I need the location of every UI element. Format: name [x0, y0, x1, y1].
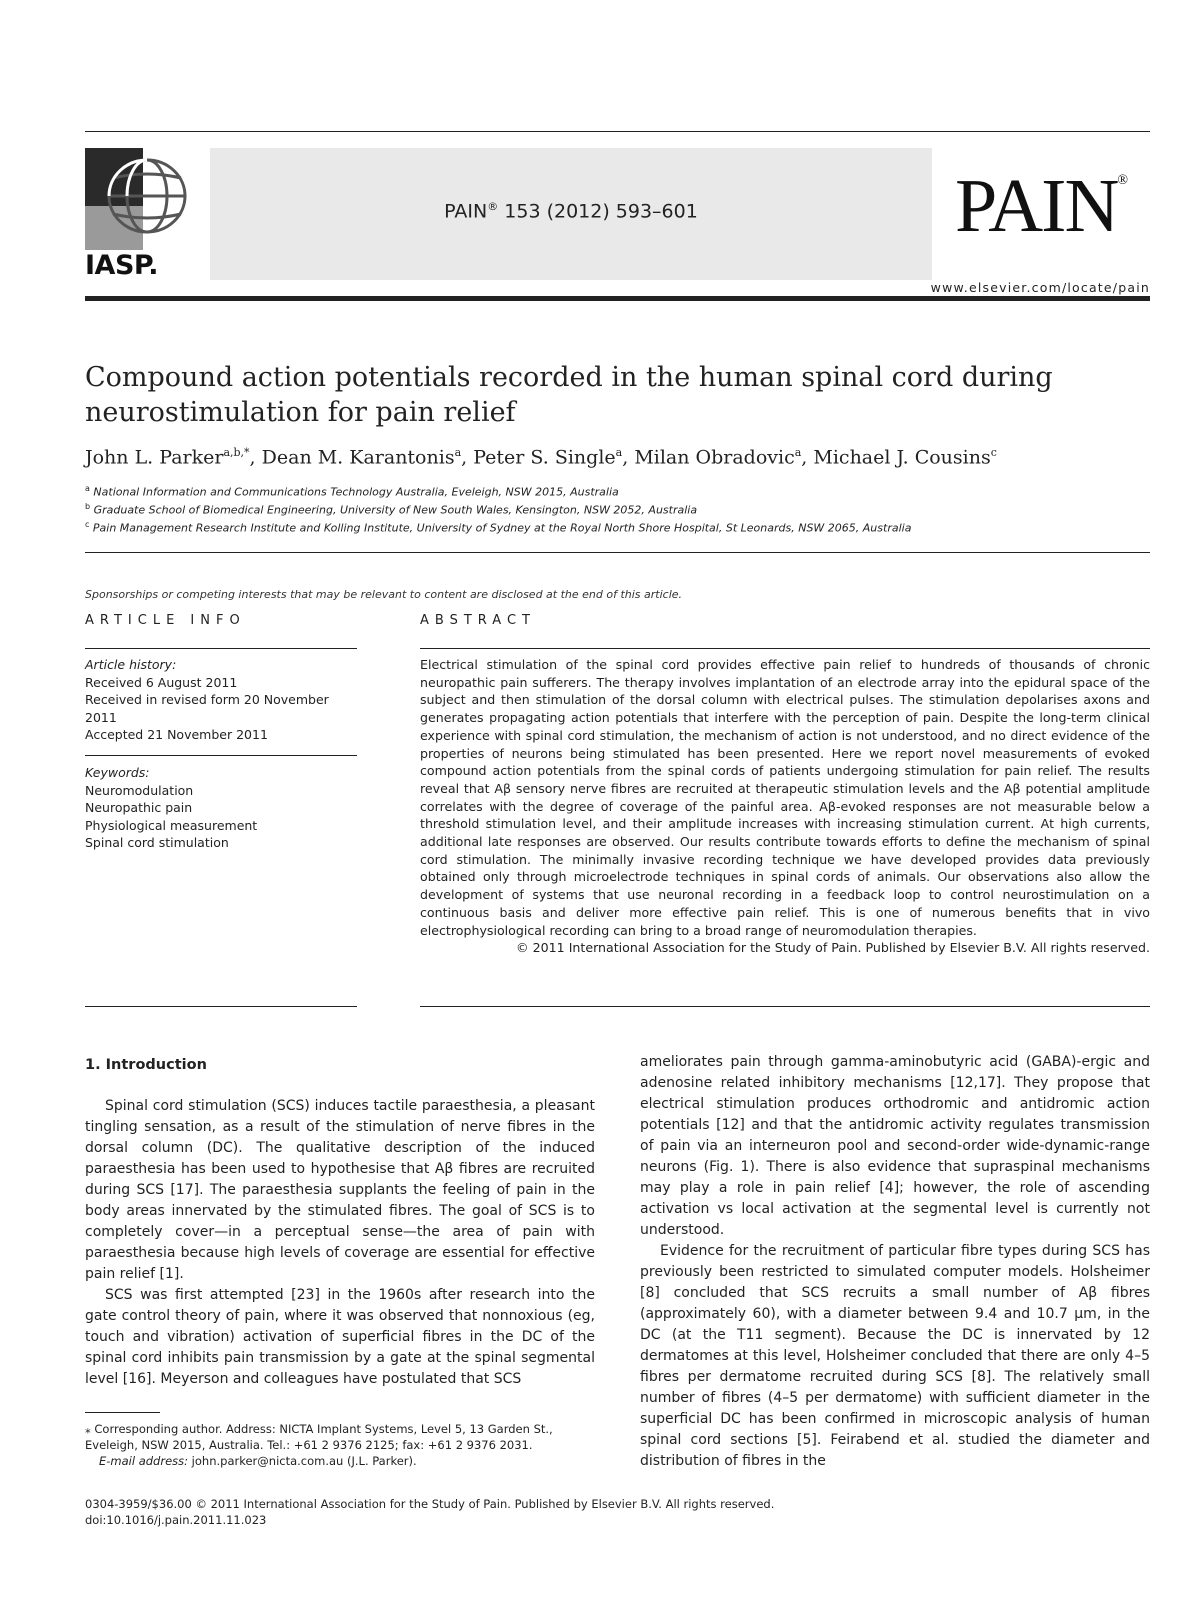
affiliation-c: [85, 520, 911, 535]
affil-text: National Information and Communications Technology Australia, Eveleigh, NSW 2015, Australia: [93, 485, 619, 499]
abstract-heading: ABSTRACT: [420, 613, 536, 628]
history-item: Received in revised form 20 November 2011: [85, 692, 329, 725]
citation-volume: 153 (2012) 593–601: [498, 200, 698, 223]
author-affil-sup: a: [615, 446, 623, 459]
affil-sup: c: [85, 520, 90, 529]
sponsorship-note: Sponsorships or competing interests that may be relevant to content are disclosed at the end of this article.: [85, 588, 683, 601]
info-rule-bottom: [85, 1006, 357, 1007]
email-label: E-mail address:: [99, 1454, 189, 1468]
email-address[interactable]: john.parker@nicta.com.au (J.L. Parker).: [188, 1454, 417, 1468]
keyword-item: Physiological measurement: [85, 817, 258, 833]
abstract-copyright: © 2011 International Association for the Study of Pain. Published by Elsevier B.V. All rights reserved.: [516, 940, 1150, 956]
affil-sup: a: [85, 484, 90, 493]
keywords-label: Keywords:: [85, 765, 150, 780]
body-paragraph: ameliorates pain through gamma-aminobutyric acid (GABA)-ergic and adenosine related inhibitory mechanisms [12,17]. They propose that electrical stimulation produces orthodromic and antidromic action potentials [12] and that the antidromic activity regulates transmission of pain via an interneuron pool and second-order wide-dynamic-range neurons (Fig. 1). There is also evidence that supraspinal mechanisms may play a role in pain relief [4]; however, the role of ascending activation vs local activation at the segmental level is currently not understood.: [640, 1054, 1150, 1238]
pain-journal-logo: [955, 164, 1129, 248]
affiliation-rule: [85, 552, 1150, 553]
article-info-heading: ARTICLE INFO: [85, 613, 246, 628]
journal-url[interactable]: www.elsevier.com/locate/pain: [930, 280, 1150, 295]
abstract-text: Electrical stimulation of the spinal cord provides effective pain relief to hundreds of thousands of chronic neuropathic pain sufferers. The therapy involves implantation of an electrode array into the epidural space of the subject and then stimulation of the dorsal column with electrical pulses. The stimulation depolarises axons and generates propagating action potentials that interfere with the perception of pain. Despite the long-term clinical experience with spinal cord stimulation, the mechanism of action is not understood, and no direct evidence of the properties of neurons being stimulated has been presented. Here we report novel measurements of evoked compound action potentials from the spinal cords of patients undergoing stimulation for pain relief. The results reveal that Aβ sensory nerve fibres are recruited at therapeutic stimulation levels and the Aβ potential amplitude correlates with the degree of coverage of the painful area. Aβ-evoked responses are not measurable below a threshold stimulation level, and their amplitude increases with increasing stimulation current. At high currents, additional late responses are observed. Our results contribute towards efforts to define the mechanism of spinal cord stimulation. The minimally invasive recording technique we have developed provides data previously obtained only through microelectrode techniques in spinal cords of animals. Our observations also allow the development of systems that use neuronal recording in a feedback loop to control neurostimulation on a continuous basis and deliver more effective pain relief. This is one of numerous benefits that in vivo electrophysiological recording can bring to a broad range of neuromodulation therapies.: [420, 657, 1150, 938]
bottom-publication-info: [85, 1496, 774, 1528]
body-right-column: [640, 1052, 1150, 1472]
body-paragraph: SCS was first attempted [23] in the 1960s after research into the gate control theory of pain, where it was observed that nonnoxious (eg, touch and vibration) activation of superficial fibres in the DC of the spinal cord inhibits pain transmission by a gate at the spinal segmental level [16]. Meyerson and colleagues have postulated that SCS: [85, 1287, 595, 1387]
abstract-rule-top: [420, 648, 1150, 649]
author-name: John L. Parker: [85, 446, 224, 469]
header-thick-rule: [85, 296, 1150, 301]
abstract-body: [420, 656, 1150, 957]
issn-line: 0304-3959/$36.00 © 2011 International Association for the Study of Pain. Published by Elsevier B.V. All rights reserved.: [85, 1497, 775, 1511]
author-affil-sup: c: [990, 446, 997, 459]
author-name: Michael J. Cousins: [813, 446, 991, 469]
author-name: Milan Obradovic: [634, 446, 795, 469]
body-left-column: [85, 1055, 595, 1390]
body-paragraph: Spinal cord stimulation (SCS) induces tactile paraesthesia, a pleasant tingling sensation, as a result of the stimulation of nerve fibres in the dorsal column (DC). The qualitative description of the induced paraesthesia has been used to hypothesise that Aβ fibres are recruited during SCS [17]. The paraesthesia supplants the feeling of pain in the body areas innervated by the stimulated fibres. The goal of SCS is to completely cover—in a perceptual sense—the area of pain with paraesthesia because high levels of coverage are essential for effective pain relief [1].: [85, 1098, 595, 1282]
affiliation-a: [85, 484, 619, 499]
article-title: Compound action potentials recorded in the human spinal cord during neurostimulation for pain relief: [85, 362, 1053, 429]
corresponding-author-text: ⁎ Corresponding author. Address: NICTA Implant Systems, Level 5, 13 Garden St., Eveleigh, NSW 2015, Australia. Tel.: +61 2 9376 2125; fax: +61 2 9376 2031.: [85, 1422, 553, 1452]
pain-logo-text: PAIN: [955, 164, 1118, 248]
doi-line[interactable]: doi:10.1016/j.pain.2011.11.023: [85, 1513, 267, 1527]
footnote-rule: [85, 1412, 160, 1413]
keyword-item: Neuromodulation: [85, 782, 194, 798]
author-affil-sup: a,b,*: [223, 446, 250, 459]
author-name: Dean M. Karantonis: [261, 446, 455, 469]
history-label: Article history:: [85, 657, 177, 672]
keyword-item: Spinal cord stimulation: [85, 835, 229, 850]
history-item: Accepted 21 November 2011: [85, 727, 268, 742]
author-list: John L. Parker$^{a,b,*}$, Dean M. Karantonis$^a$, Peter S. Single$^a$, Milan Obradovic$^a$, Michael J. Cousins$^c$: [85, 446, 997, 469]
author-name: Peter S. Single: [473, 446, 616, 469]
email-line: [85, 1453, 605, 1469]
iasp-logo-text: IASP.: [85, 250, 158, 281]
pain-logo-registered: ®: [1117, 173, 1129, 188]
affil-text: Graduate School of Biomedical Engineering, University of New South Wales, Kensington, NSW 2052, Australia: [93, 503, 698, 517]
keyword-item: Neuropathic pain: [85, 800, 193, 815]
info-rule-top: [85, 648, 357, 649]
abstract-rule-bottom: [420, 1006, 1150, 1007]
citation-journal: PAIN: [444, 200, 488, 223]
author-affil-sup: a: [794, 446, 802, 459]
body-paragraph: Evidence for the recruitment of particular fibre types during SCS has previously been restricted to simulated computer models. Holsheimer [8] concluded that SCS recruits a small number of Aβ fibres (approximately 60), with a diameter between 9.4 and 10.7 μm, in the DC (at the T11 segment). Because the DC is innervated by 12 dermatomes at this level, Holsheimer concluded that there are only 4–5 fibres per dermatome recruited during SCS [8]. The relatively small number of fibres (4–5 per dermatome) with sufficient diameter in the superficial DC has been confirmed in microscopic analysis of human spinal cord sections [5]. Feirabend et al. studied the diameter and distribution of fibres in the: [640, 1243, 1150, 1469]
keywords-block: [85, 764, 357, 852]
affil-sup: b: [85, 502, 91, 511]
info-rule-mid: [85, 755, 357, 756]
affil-text: Pain Management Research Institute and Kolling Institute, University of Sydney at the Royal North Shore Hospital, St Leonards, NSW 2065, Australia: [92, 521, 912, 535]
affiliation-b: [85, 502, 697, 517]
top-rule: [85, 131, 1150, 132]
history-item: Received 6 August 2011: [85, 674, 238, 690]
section-heading-introduction: 1. Introduction: [85, 1057, 207, 1073]
article-history: [85, 656, 357, 744]
journal-citation: [210, 200, 932, 222]
citation-registered: ®: [487, 200, 499, 213]
author-affil-sup: a: [454, 446, 462, 459]
corresponding-author-footnote: [85, 1421, 605, 1469]
